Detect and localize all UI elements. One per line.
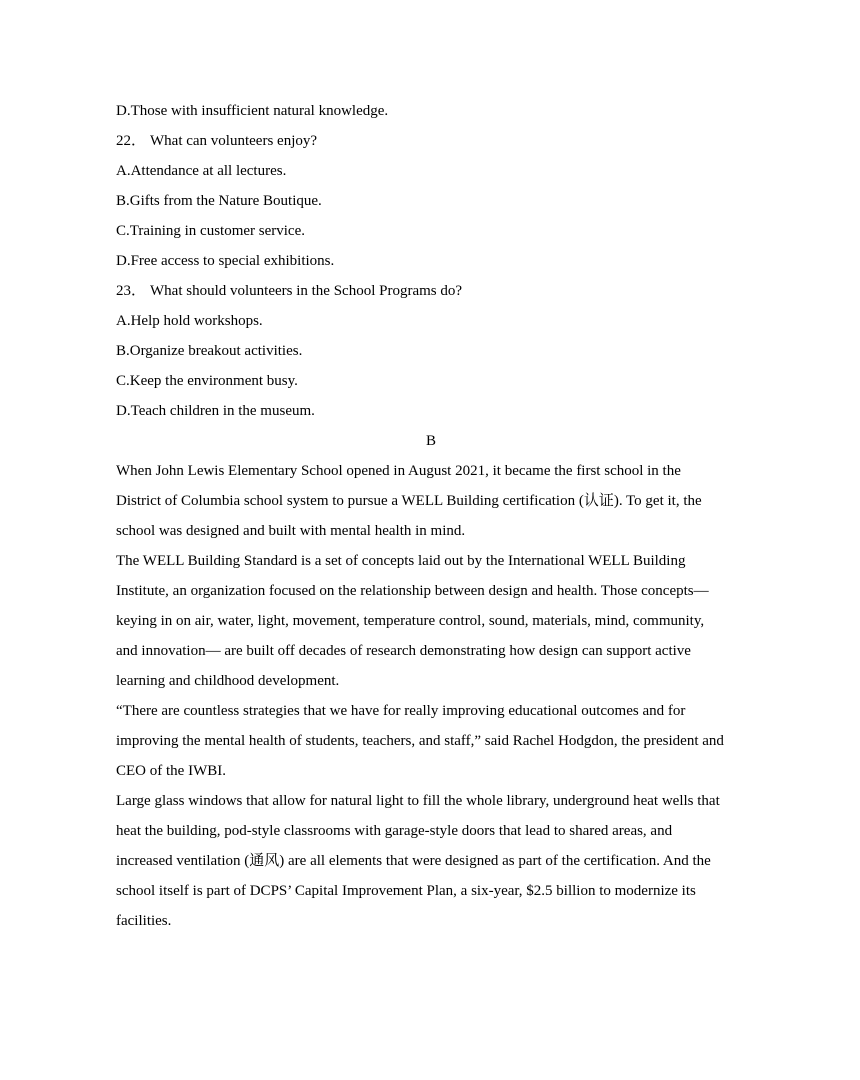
question-number: 23． — [116, 283, 147, 299]
option-line: C.Training in customer service. — [116, 223, 306, 239]
option-line: D.Those with insufficient natural knowledge. — [116, 103, 389, 119]
section-heading: B — [425, 433, 436, 449]
question-number: 22． — [116, 133, 147, 149]
passage-line: Institute, an organization focused on the relationship between design and health. Those concepts— — [116, 583, 709, 599]
passage-line: learning and childhood development. — [116, 673, 340, 689]
passage-line: school was designed and built with mental health in mind. — [116, 523, 466, 539]
option-line: A.Attendance at all lectures. — [116, 163, 287, 179]
passage-line: heat the building, pod-style classrooms with garage-style doors that lead to shared areas, and — [116, 823, 673, 839]
passage-line: and innovation— are built off decades of research demonstrating how design can support active — [116, 643, 691, 659]
question-text: What should volunteers in the School Programs do? — [150, 283, 463, 299]
passage-line: “There are countless strategies that we have for really improving educational outcomes and for — [116, 703, 686, 719]
passage-line: The WELL Building Standard is a set of concepts laid out by the International WELL Building — [116, 553, 686, 569]
option-line: D.Teach children in the museum. — [116, 403, 315, 419]
option-line: A.Help hold workshops. — [116, 313, 263, 329]
passage-line: When John Lewis Elementary School opened in August 2021, it became the first school in the — [116, 463, 681, 479]
passage-line: Large glass windows that allow for natural light to fill the whole library, underground heat wells that — [116, 793, 720, 809]
option-line: B.Gifts from the Nature Boutique. — [116, 193, 322, 209]
passage-line: CEO of the IWBI. — [116, 763, 226, 779]
passage-line: increased ventilation (通风) are all elements that were designed as part of the certification. And the — [116, 853, 711, 869]
question-text: What can volunteers enjoy? — [150, 133, 318, 149]
passage-line: District of Columbia school system to pursue a WELL Building certification (认证). To get it, the — [116, 493, 702, 509]
question-23 — [116, 276, 746, 306]
document-page — [116, 96, 746, 936]
passage-line: keying in on air, water, light, movement, temperature control, sound, materials, mind, community, — [116, 613, 705, 629]
passage-line: improving the mental health of students, teachers, and staff,” said Rachel Hodgdon, the president and — [116, 733, 724, 749]
option-line: C.Keep the environment busy. — [116, 373, 298, 389]
passage-line: facilities. — [116, 913, 172, 929]
passage-line: school itself is part of DCPS’ Capital Improvement Plan, a six-year, $2.5 billion to modernize its — [116, 883, 696, 899]
question-22 — [116, 126, 746, 156]
option-line: D.Free access to special exhibitions. — [116, 253, 335, 269]
option-line: B.Organize breakout activities. — [116, 343, 303, 359]
